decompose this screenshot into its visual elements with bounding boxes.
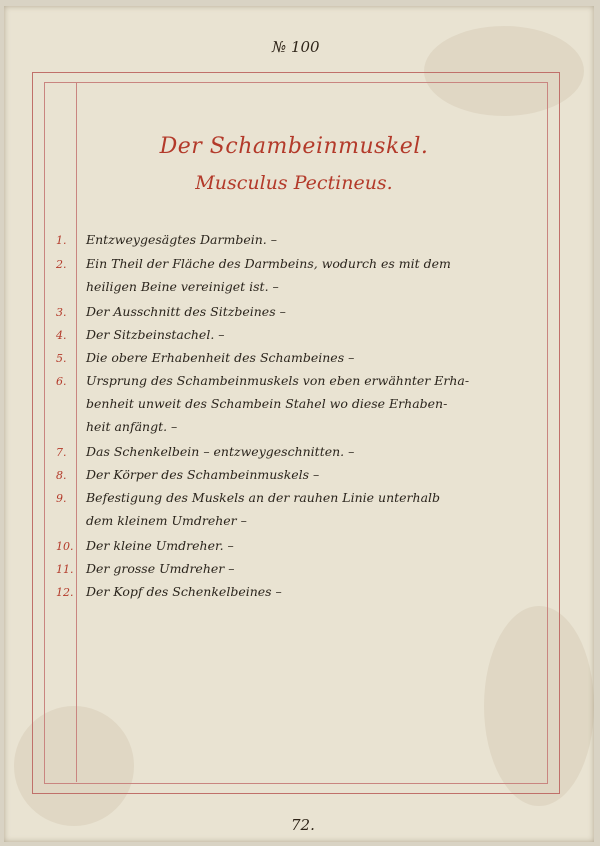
entry-text: Das Schenkelbein – entzweygeschnitten. – (86, 444, 355, 459)
manuscript-sheet (4, 6, 594, 842)
entry-text: heit anfängt. – (86, 419, 178, 434)
entry-number: 8. (56, 469, 67, 482)
entry-number: 9. (56, 492, 67, 505)
margin-rule (76, 83, 77, 782)
entry-text: Entzweygesägtes Darmbein. – (86, 232, 277, 247)
entry-number: 12. (56, 586, 74, 599)
entry-text: Der kleine Umdreher. – (86, 538, 234, 553)
entry-text: Der grosse Umdreher – (86, 561, 235, 576)
entry-text: Ursprung des Schambeinmuskels von eben erwähnter Erha- (86, 373, 470, 388)
entry-text: Befestigung des Muskels an der rauhen Linie unterhalb (86, 490, 441, 505)
entry-number: 5. (56, 352, 67, 365)
entry-text: dem kleinem Umdreher – (86, 513, 247, 528)
entry-number: 1. (56, 234, 67, 247)
entry-number: 2. (56, 258, 67, 271)
entry-text: Der Körper des Schambeinmuskels – (86, 467, 320, 482)
entry-number: 4. (56, 329, 67, 342)
entry-number: 6. (56, 375, 67, 388)
entry-number: 3. (56, 306, 67, 319)
title-german: Der Schambeinmuskel. (159, 134, 429, 159)
entry-number: 10. (56, 540, 74, 553)
entry-number: 11. (56, 563, 74, 576)
entry-text: Der Kopf des Schenkelbeines – (86, 584, 282, 599)
entry-text: Der Ausschnitt des Sitzbeines – (86, 304, 286, 319)
entry-text: heiligen Beine vereiniget ist. – (86, 279, 279, 294)
entry-text: Die obere Erhabenheit des Schambeines – (86, 350, 355, 365)
entry-text: Ein Theil der Fläche des Darmbeins, wodurch es mit dem (86, 256, 451, 271)
folio-number: 72. (291, 816, 315, 834)
title-latin: Musculus Pectineus. (195, 172, 393, 194)
page-number: № 100 (272, 38, 320, 56)
entry-text: Der Sitzbeinstachel. – (86, 327, 225, 342)
entry-number: 7. (56, 446, 67, 459)
entry-text: benheit unweit des Schambein Stahel wo diese Erhaben- (86, 396, 448, 411)
